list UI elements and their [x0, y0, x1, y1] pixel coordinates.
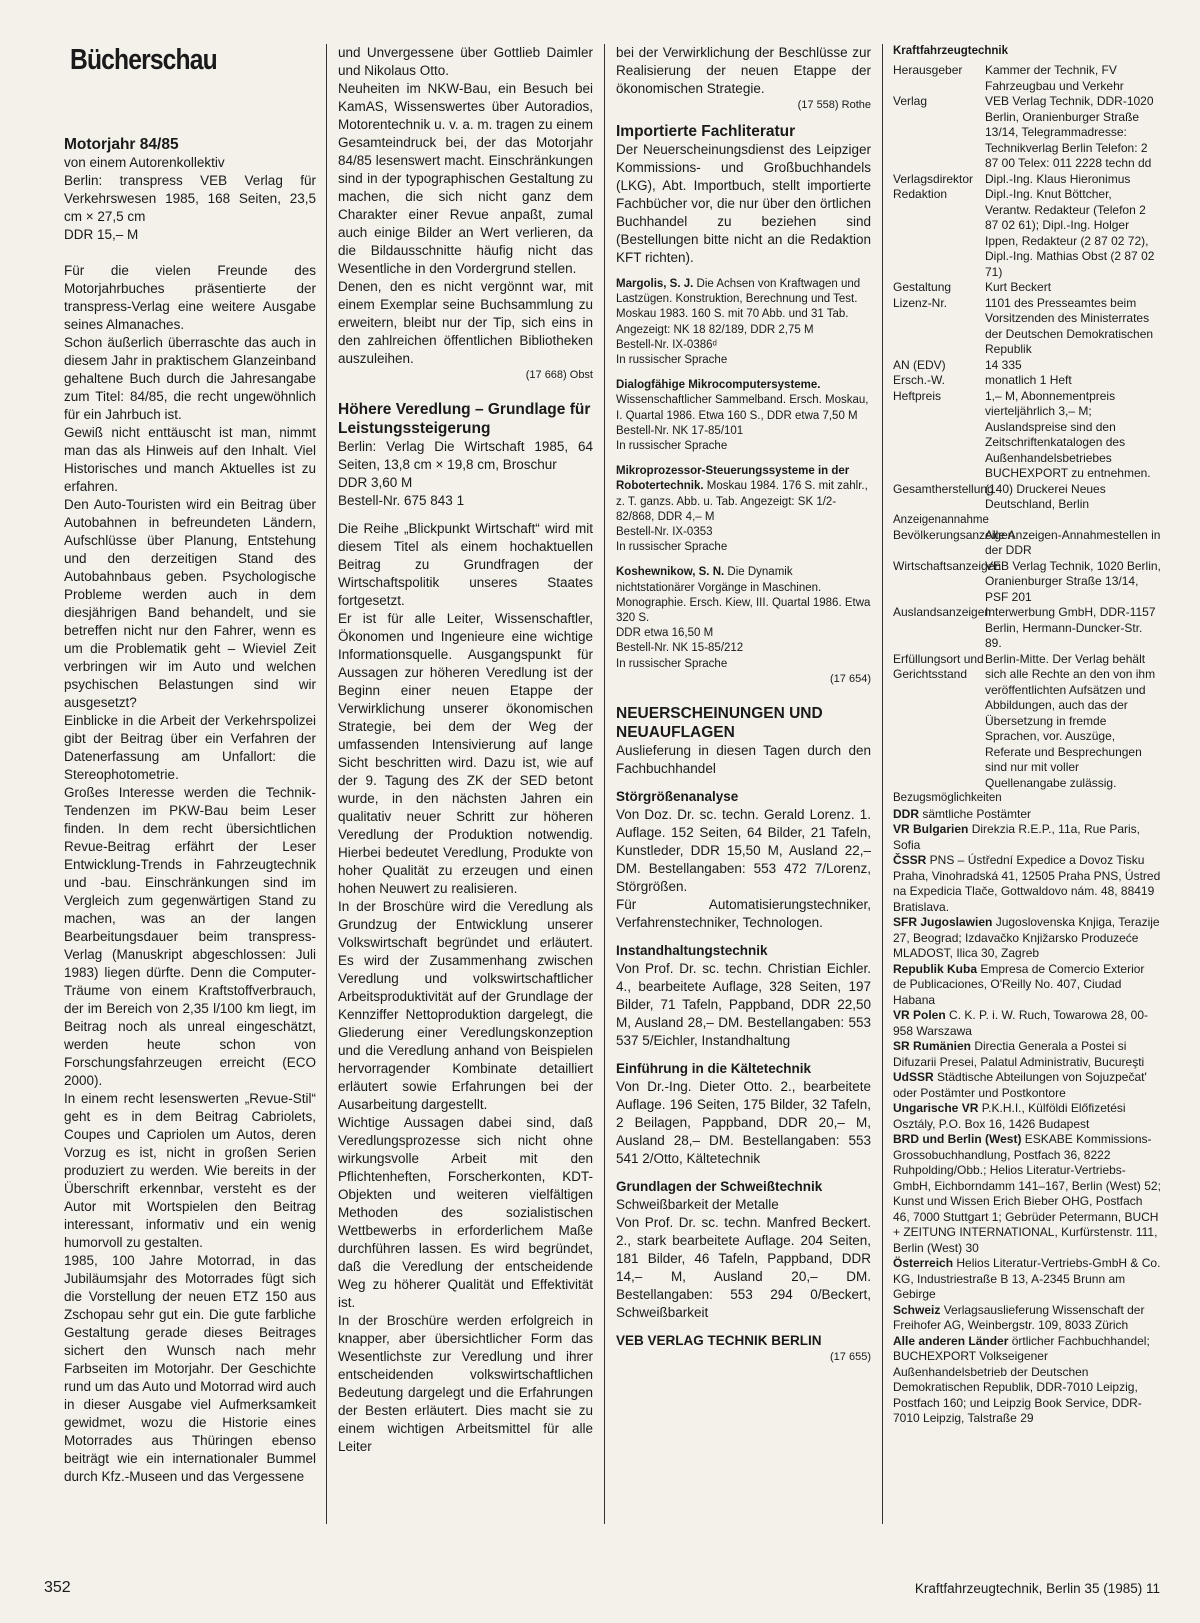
- paragraph: 1985, 100 Jahre Motorrad, in das Jubiläumsjahr des Motorrades fügt sich die Vorstellung der neuen ETZ 150 aus Zschopau sehr gut ein. Die gute farbliche Gestaltung gerade dieses Beitrages sichert den Wunsch nach mehr Farbseiten im Motorjahr. Der Geschichte rund um das Auto und Motorrad wird auch in dieser Ausgabe viel Aufmerksamkeit gewidmet, wozu die Historie eines Motorrades aus Thüringen ebenso beiträgt wie ein internationaler Bummel durch Kfz.-Museen und das Vergessene: [64, 1253, 316, 1484]
- source-entry: [893, 1334, 1161, 1427]
- imprint-value: Interwerbung GmbH, DDR-1157 Berlin, Hermann-Duncker-Str. 89.: [985, 605, 1156, 651]
- reference-code: (17 668) Obst: [525, 369, 593, 381]
- import-text: Die Dynamik nichtstationärer Vorgänge in Maschinen. Monographie. Ersch. Kiew, III. Quartal 1986. Etwa 320 S.: [616, 566, 871, 625]
- book-title: Einführung in die Kältetechnik: [616, 1060, 812, 1076]
- reference-code: (17 558) Rothe: [797, 99, 871, 111]
- reference-code: (17 655): [830, 1350, 871, 1363]
- imprint-value: 14 335: [985, 357, 1022, 372]
- book-meta: [338, 438, 593, 510]
- imprint-row: [893, 280, 1161, 296]
- source-country: Österreich: [893, 1256, 954, 1271]
- imprint-key: Gesamtherstellung: [893, 481, 994, 496]
- source-country: Alle anderen Länder: [893, 1333, 1009, 1348]
- source-country: Ungarische VR: [893, 1101, 979, 1116]
- import-text: Wissenschaftlicher Sammelband. Ersch. Moskau, I. Quartal 1986. Etwa 160 S., DDR etwa 7,50 M: [616, 394, 869, 422]
- section-heading: Importierte Fachliteratur: [616, 123, 796, 140]
- imprint-key: Bevölkerungsanzeigen: [893, 527, 1015, 542]
- import-order: DDR etwa 16,50 M: [616, 627, 714, 640]
- paragraph: Großes Interesse werden die Technik-Tendenzen im PKW-Bau beim Leser finden. In dem recht übersichtlichen Revue-Beitrag erfährt der Leser Entwicklung-Trends in Fahrzeugtechnik und -bau. Einschränkungen sind im Vergleich zum gegenwärtigen Stand zu machen, was an der langen Bearbeitungsdauer beim transpress-Verlag (Manuskript abgeschlossen: Juli 1983) liegen dürfte. Denn die Computer-Träume von einem Kraftstoffverbrauch, der im Bereich von 2,35 l/100 km liegt, im Beitrag noch als unreal eingeschätzt, werden heute schon von Forschungsfahrzeugen erreicht (ECO 2000).: [64, 785, 316, 1088]
- import-head: Koshewnikow, S. N.: [616, 566, 725, 579]
- imprint-value: Berlin-Mitte. Der Verlag behält sich alle Rechte an den von ihm veröffentlichten Aufsätzen und Abbildungen, auch das der Übersetzung in fremde Sprachen, vor. Auszüge, Referate und Besprechungen sind nur mit voller Quellenangabe zulässig.: [985, 651, 1156, 790]
- source-country: SR Rumänien: [893, 1039, 972, 1054]
- imprint-key: Redaktion: [893, 187, 948, 202]
- column-rule: [882, 44, 883, 1524]
- meta-line: DDR 15,– M: [64, 227, 139, 242]
- sources-heading: Bezugsmöglichkeiten: [893, 792, 1002, 805]
- source-entry: [893, 915, 1161, 962]
- import-lang: In russischer Sprache: [616, 440, 728, 453]
- paragraph: Der Neuerscheinungsdienst des Leipziger Kommissions- und Großbuchhandels (LKG), Abt. Importbuch, stellt importierte Fachbücher vor, die nur über den örtlichen Buchhandel zu beziehen sind (Bestellungen bitte nicht an die Redaktion KFT richten).: [616, 142, 871, 265]
- ads-table: [893, 528, 1161, 792]
- paragraph: Die Reihe „Blickpunkt Wirtschaft“ wird mit diesem Titel als einem hochaktuellen Beitrag zu Grundfragen der Wirtschaftspolitik unseres Staates fortgesetzt.: [338, 521, 593, 608]
- imprint-value: Dipl.-Ing. Knut Böttcher, Verantw. Redakteur (Telefon 2 87 02 61); Dipl.-Ing. Holger Ippen, Redakteur (2 87 02 72), Dipl.-Ing. Mathias Obst (2 87 02 71): [985, 187, 1155, 279]
- source-text: C. K. P. i. W. Ruch, Towarowa 28, 00-958 Warszawa: [893, 1008, 1148, 1038]
- book-text: Von Doz. Dr. sc. techn. Gerald Lorenz. 1. Auflage. 152 Seiten, 64 Bilder, 21 Tafeln, Kunstleder, DDR 15,50 M, Ausland 22,– DM. Bestellangaben: 553 472 7/Lorenz, Störgrößen.: [616, 806, 871, 894]
- source-entry: [893, 962, 1161, 1009]
- import-entry: [616, 277, 871, 368]
- imprint-row: [893, 389, 1161, 482]
- imprint-value: monatlich 1 Heft: [985, 373, 1072, 388]
- meta-line: von einem Autorenkollektiv: [64, 155, 225, 170]
- source-text: örtlicher Fachbuchhandel; BUCHEXPORT Volkseigener Außenhandelsbetrieb der Deutschen Demokratischen Republik, DDR-7010 Leipzig, Postfach 160; und Leipzig Book Service, DDR-7010 Leipzig, Talstraße 29: [893, 1333, 1150, 1426]
- import-head: Dialogfähige Mikrocomputersysteme.: [616, 379, 821, 392]
- imprint-value: Kammer der Technik, FV Fahrzeugbau und Verkehr: [985, 63, 1124, 93]
- book-meta: [64, 154, 316, 244]
- imprint-key: Wirtschaftsanzeigen: [893, 558, 1002, 573]
- source-country: VR Bulgarien: [893, 822, 969, 837]
- source-text: Directia Generala a Postei si Difuzarii Presei, Palatul Administrativ, Bucureşti: [893, 1039, 1145, 1069]
- source-country: Republik Kuba: [893, 961, 978, 976]
- meta-line: DDR 3,60 M: [338, 475, 413, 490]
- imprint-table: [893, 63, 1161, 513]
- source-text: Empresa de Comercio Exterior de Publicaciones, O'Reilly No. 407, Ciudad Habana: [893, 961, 1145, 1007]
- import-head: Margolis, S. J.: [616, 278, 694, 290]
- source-country: Schweiz: [893, 1302, 941, 1317]
- paragraph: Wichtige Aussagen dabei sind, daß Veredlungsprozesse sich nicht ohne wirkungsvolle Arbeit mit den Pflichtenheften, Forscherkonten, KDT-Objekten und weiteren vielfältigen Methoden des sozialistischen Wettbewerbs in erforderlichem Maße durchführen lassen. Es wird begründet, daß die Veredlung der entscheidende Weg zu höherer Qualität und Effektivität ist.: [338, 1115, 593, 1310]
- imprint-key: AN (EDV): [893, 357, 946, 372]
- import-text: Die Achsen von Kraftwagen und Lastzügen. Konstruktion, Berechnung und Test. Moskau 1983. 160 S. mit 70 Abb. und 31 Tab. Angezeigt: NK 18 82/189, DDR 2,75 M: [616, 278, 861, 336]
- column-2: [338, 44, 593, 1534]
- imprint-row: [893, 296, 1161, 358]
- imprint-row: [893, 605, 1161, 652]
- source-entry: [893, 1039, 1161, 1070]
- source-text: P.K.H.I., Külföldi Előfizetési Osztály, P.O. Box 16, 1426 Budapest: [893, 1101, 1126, 1131]
- source-text: ESKABE Kommissions-Grossobuchhandlung, Postfach 36, 8222 Ruhpolding/Obb.; Helios Literatur-Vertriebs-GmbH, Eichborndamm 141–167, Berlin (West) 52; Kunst und Wissen Erich Bieber OHG, Postfach 46, 7000 Stuttgart 1; Gebrüder Petermann, BUCH + ZEITUNG INTERNATIONAL, Kurfürstenstr. 111, Berlin (West) 30: [893, 1132, 1161, 1255]
- source-text: Helios Literatur-Vertriebs-GmbH & Co. KG, Industriestraße B 13, A-2345 Brunn am Gebirge: [893, 1256, 1161, 1302]
- book-title: Instandhaltungstechnik: [616, 942, 768, 958]
- imprint-row: [893, 373, 1161, 389]
- import-order: Bestell-Nr. IX-0353: [616, 526, 713, 539]
- imprint-row: [893, 358, 1161, 374]
- source-text: Jugoslovenska Knjiga, Terazije 27, Beograd; Izdavačko Knjižarsko Produzeće MLADOST, Ilica 30, Zagreb: [893, 915, 1160, 961]
- column-1: [64, 44, 316, 1534]
- publisher-name: VEB VERLAG TECHNIK BERLIN: [616, 1332, 822, 1348]
- paragraph: In der Broschüre werden erfolgreich in knapper, aber übersichtlicher Form das Wesentlichste zur Veredlung und ihrer entscheidenden volkswirtschaftlichen Bedeutung dargelegt und die Erfahrungen der Besten erläutert. Dies macht sie zu einem wichtigen Arbeitsmittel für alle Leiter: [338, 1313, 593, 1454]
- meta-line: Bestell-Nr. 675 843 1: [338, 493, 465, 508]
- source-entry: [893, 1303, 1161, 1334]
- page-footer: Kraftfahrzeugtechnik, Berlin 35 (1985) 11: [914, 1581, 1160, 1596]
- imprint-key: Verlag: [893, 94, 928, 109]
- paragraph: In der Broschüre wird die Veredlung als Grundzug der Entwicklung unserer Volkswirtschaft begründet und erläutert. Es wird der Zusammenhang zwischen Veredlung und volkswirtschaftlicher Arbeitsproduktivität auf der Grundlage der Kennziffer Nettoproduktion dargelegt, die Gliederung einer Veredlungskonzeption und die Veredlung anhand von Beispielen hervorragender Kombinate detailliert erläutert sowie Erfahrungen bei der Ausarbeitung dargestellt.: [338, 899, 593, 1112]
- column-3: [616, 44, 871, 1534]
- source-entry: [893, 1132, 1161, 1256]
- imprint-value: 1,– M, Abonnementpreis vierteljährlich 3,– M; Auslandspreise sind den Zeitschriftenkatalogen des Außenhandelsbetriebes BUCHEXPORT zu entnehmen.: [985, 388, 1151, 481]
- imprint-title: Kraftfahrzeugtechnik: [893, 45, 1009, 57]
- book-text: Von Prof. Dr. sc. techn. Christian Eichler. 4., bearbeitete Auflage, 328 Seiten, 197 Bilder, 71 Tafeln, Pappband, DDR 22,50 M, Ausland 28,– DM. Bestellangaben: 553 537 5/Eichler, Instandhaltung: [616, 960, 871, 1048]
- source-entry: [893, 822, 1161, 853]
- imprint-key: Ersch.-W.: [893, 373, 946, 388]
- book-text: Schweißbarkeit der Metalle Von Prof. Dr. sc. techn. Manfred Beckert. 2., stark bearbeitete Auflage. 204 Seiten, 181 Bilder, 46 Tafeln, Pappband, DDR 14,– M, Ausland 20,– DM. Bestellangaben: 553 294 0/Beckert, Schweißbarkeit: [616, 1196, 871, 1320]
- sources-list: [893, 807, 1161, 1427]
- source-entry: [893, 1101, 1161, 1132]
- book-title: Motorjahr 84/85: [64, 136, 179, 153]
- paragraph: Denen, den es nicht vergönnt war, mit einem Exemplar seine Buchsammlung zu erweitern, bleibt nur der Tip, sich eins in den zahlreichen öffentlichen Bibliotheken auszuleihen.: [338, 279, 593, 366]
- import-head: Mikroprozessor-Steuerungssysteme in der Robotertechnik.: [616, 465, 850, 493]
- imprint-value: Kurt Beckert: [985, 280, 1052, 295]
- imprint-row: [893, 652, 1161, 792]
- source-entry: [893, 1008, 1161, 1039]
- paragraph: und Unvergessene über Gottlieb Daimler und Nikolaus Otto.: [338, 45, 593, 78]
- imprint-key: Verlagsdirektor: [893, 171, 974, 186]
- source-text: Direkzia R.E.P., 11a, Rue Paris, Sofia: [893, 822, 1140, 852]
- book-extra: Für Automatisierungstechniker, Verfahrenstechniker, Technologen.: [616, 896, 871, 930]
- ads-heading: Anzeigenannahme: [893, 513, 989, 526]
- page-number: 352: [44, 1579, 71, 1596]
- meta-line: Berlin: transpress VEB Verlag für Verkehrswesen 1985, 168 Seiten, 23,5 cm × 27,5 cm: [64, 173, 316, 224]
- import-order: Bestell-Nr. NK 15-85/212: [616, 642, 744, 655]
- source-entry: [893, 1070, 1161, 1101]
- paragraph: Für die vielen Freunde des Motorjahrbuches präsentierte der transpress-Verlag eine weitere Ausgabe seines Almanaches.: [64, 263, 316, 332]
- source-entry: [893, 853, 1161, 915]
- imprint-row: [893, 94, 1161, 172]
- imprint-row: [893, 482, 1161, 513]
- source-entry: [893, 1256, 1161, 1303]
- book-title: Grundlagen der Schweißtechnik: [616, 1178, 823, 1194]
- column-4: [893, 44, 1161, 1534]
- section-subtitle: Auslieferung in diesen Tagen durch den Fachbuchhandel: [616, 742, 871, 776]
- imprint-key: Herausgeber: [893, 63, 963, 78]
- book-title: Höhere Veredlung – Grundlage für Leistungssteigerung: [338, 401, 591, 437]
- imprint-value: Dipl.-Ing. Klaus Hieronimus: [985, 171, 1131, 186]
- section-title: Bücherschau: [70, 44, 217, 76]
- source-entry: [893, 807, 1161, 823]
- paragraph: Neuheiten im NKW-Bau, ein Besuch bei KamAS, Wissenswertes über Autoradios, Motorentechnik u. v. a. m. tragen zu einem Gesamteindruck bei, der das Motorjahr 84/85 lesenswert macht. Einschränkungen sind in der typographischen Gestaltung zu machen, die sich nicht ganz dem Charakter einer Revue anpaßt, zumal auch einige Bilder an Wert verlieren, da die Bildausschnitte häufig nicht das Wesentliche in den Vordergrund stellen.: [338, 81, 593, 276]
- imprint-key: Lizenz-Nr.: [893, 295, 948, 310]
- paragraph: Er ist für alle Leiter, Wissenschaftler, Ökonomen und Ingenieure eine wichtige Informationsquelle. Ausgangspunkt für Aussagen zur höheren Veredlung ist der Beginn einer neuen Etappe der Verwirklichung unserer ökonomischen Strategie, bei dem der Weg der umfassenden Intensivierung auf lange Sicht beschritten wird. Dazu ist, wie auf der 9. Tagung des ZK der SED betont wurde, in den nächsten Jahren ein qualitativ neuer Schritt zur höheren Veredlung der Produktion notwendig. Hierbei bedeutet Veredlung, Produkte von hoher Qualität zu erzeugen und einen hohen Neuwert zu realisieren.: [338, 611, 593, 896]
- imprint-row: [893, 528, 1161, 559]
- source-text: sämtliche Postämter: [919, 806, 1032, 821]
- imprint-value: Alle Anzeigen-Annahmestellen in der DDR: [985, 527, 1161, 558]
- column-rule: [604, 44, 605, 1524]
- paragraph: Gewiß nicht enttäuscht ist man, nimmt man das als Hinweis auf den Inhalt. Viel Historisches und manch Aktuelles ist zu erfahren.: [64, 425, 316, 494]
- source-country: VR Polen: [893, 1008, 946, 1023]
- source-country: BRD und Berlin (West): [893, 1132, 1022, 1147]
- imprint-value: 1101 des Presseamtes beim Vorsitzenden des Ministerrates der Deutschen Demokratischen Republik: [985, 295, 1154, 357]
- meta-line: Berlin: Verlag Die Wirtschaft 1985, 64 Seiten, 13,8 cm × 19,8 cm, Broschur: [338, 439, 593, 472]
- paragraph: Den Auto-Touristen wird ein Beitrag über Autobahnen in befreundeten Ländern, Aufschlüsse über Planung, Entstehung und den derzeitigen Stand des Autobahnbaus geben. Psychologische Probleme werden auch in dem diesjährigen Band behandelt, und sie betreffen nicht nur den Fahrer, wenn es um die Problematik geht – Wieviel Zeit verbringen wir im Auto und welchen psychischen Belastungen sind wir ausgesetzt?: [64, 497, 316, 710]
- import-text: Moskau 1984. 176 S. mit zahlr., z. T. ganzs. Abb. u. Tab. Angezeigt: SK 1/2-82/868, DDR 4,– M: [616, 480, 868, 523]
- reference-code: (17 654): [830, 672, 871, 685]
- imprint-value: VEB Verlag Technik, 1020 Berlin, Oranienburger Straße 13/14, PSF 201: [985, 558, 1161, 604]
- import-order: Bestell-Nr. IX-0386ᵈ: [616, 338, 717, 351]
- book-title: Störgrößenanalyse: [616, 788, 739, 804]
- import-lang: In russischer Sprache: [616, 541, 728, 554]
- import-entry: [616, 464, 871, 555]
- paragraph: Einblicke in die Arbeit der Verkehrspolizei gibt der Beitrag über ein Verfahren der Datenerfassung am Unfallort: die Stereophotometrie.: [64, 713, 316, 782]
- imprint-row: [893, 187, 1161, 280]
- import-order: Bestell-Nr. NK 17-85/101: [616, 424, 744, 437]
- import-entry: [616, 565, 871, 671]
- imprint-key: Erfüllungsort und Gerichtsstand: [893, 651, 984, 682]
- source-text: Verlagsauslieferung Wissenschaft der Freihofer AG, Weinbergstr. 109, 8033 Zürich: [893, 1302, 1145, 1333]
- book-text: Von Dr.-Ing. Dieter Otto. 2., bearbeitete Auflage. 196 Seiten, 175 Bilder, 32 Tafeln, 2 Beilagen, Pappband, DDR 20,– M, Ausland 28,– DM. Bestellangaben: 553 541 2/Otto, Kältetechnik: [616, 1078, 871, 1166]
- import-entry: [616, 378, 871, 454]
- imprint-row: [893, 63, 1161, 94]
- imprint-value: (140) Druckerei Neues Deutschland, Berlin: [985, 481, 1106, 512]
- source-text: PNS – Ústřední Expedice a Dovoz Tisku Praha, Vinohradská 41, 12505 Praha PNS, Ústred na Expedicia Tlače, Gottwaldovo nám. 48, 88419 Bratislava.: [893, 853, 1161, 914]
- source-country: DDR: [893, 806, 919, 821]
- source-country: ČSSR: [893, 853, 927, 868]
- imprint-row: [893, 172, 1161, 188]
- imprint-value: VEB Verlag Technik, DDR-1020 Berlin, Oranienburger Straße 13/14, Telegrammadresse: Technikverlag Berlin Telefon: 2 87 00 Telex: 011 2228 techn dd: [985, 94, 1154, 171]
- import-lang: In russischer Sprache: [616, 354, 728, 367]
- source-text: Städtische Abteilungen von Sojuzpečat' oder Postämter und Postkontore: [893, 1070, 1147, 1100]
- source-country: SFR Jugoslawien: [893, 915, 993, 930]
- import-lang: In russischer Sprache: [616, 657, 728, 670]
- imprint-key: Gestaltung: [893, 280, 952, 295]
- imprint-key: Auslandsanzeigen: [893, 605, 992, 620]
- paragraph: bei der Verwirklichung der Beschlüsse zur Realisierung der neuen Etappe der ökonomischen Strategie.: [616, 45, 871, 96]
- imprint-key: Heftpreis: [893, 388, 942, 403]
- paragraph: Schon äußerlich überraschte das auch in diesem Jahr in praktischem Glanzeinband gehaltene Buch durch die Jahresangabe zum Titel: 84/85, die recht ungewöhnlich für ein Jahrbuch ist.: [64, 335, 316, 422]
- paragraph: In einem recht lesenswerten „Revue-Stil“ geht es in dem Beitrag Cabriolets, Coupes und Capriolen um Autos, deren Vorzug es ist, nicht in großen Serien produziert zu werden. Wie bereits in der Überschrift erkennbar, versteht es der Autor mit Wortspielen den Beitrag interessant, informativ und ein wenig humorvoll zu gestalten.: [64, 1091, 316, 1250]
- column-rule: [326, 44, 327, 1524]
- imprint-row: [893, 559, 1161, 606]
- section-heading: NEUERSCHEINUNGEN UND NEUAUFLAGEN: [616, 704, 823, 741]
- source-country: UdSSR: [893, 1070, 934, 1085]
